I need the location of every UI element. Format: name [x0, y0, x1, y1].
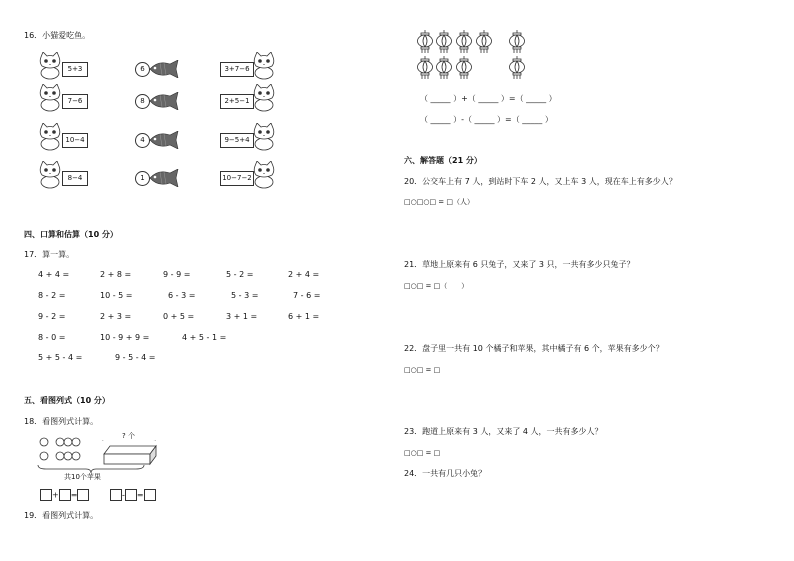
calc-problem: 9 - 2 =	[38, 312, 66, 321]
calc-problem: 3 + 1 =	[226, 312, 258, 321]
right-expression-box: 3+7−6	[220, 62, 254, 77]
calc-problem: 8 - 2 =	[38, 291, 66, 300]
cat-icon	[252, 84, 276, 112]
fish-number: 4	[135, 133, 150, 148]
lantern-icon	[476, 30, 492, 54]
lantern-icon	[436, 56, 452, 80]
calc-problem: 2 + 3 =	[100, 312, 132, 321]
fish-number: 6	[135, 62, 150, 77]
q17-title: 17．算一算。	[24, 250, 75, 259]
lantern-icon	[417, 30, 433, 54]
answer-box[interactable]	[40, 489, 52, 501]
calc-problem: 6 + 1 =	[288, 312, 320, 321]
q24-text: 24．一共有几只小兔？	[404, 469, 487, 478]
q23-answer[interactable]: □○□ = □	[404, 449, 441, 457]
calc-problem: 7 - 6 =	[293, 291, 321, 300]
answer-box[interactable]	[110, 489, 122, 501]
calc-problem: 5 + 5 - 4 =	[38, 353, 83, 362]
calc-problem: 6 - 3 =	[168, 291, 196, 300]
fish-icon	[148, 131, 180, 149]
fish-icon	[148, 92, 180, 110]
fish-number: 8	[135, 94, 150, 109]
fish-icon	[148, 169, 180, 187]
brace-label: 共10个苹果	[64, 473, 101, 481]
section6-title: 六、解答题（21 分）	[404, 156, 482, 165]
left-expression-box: 5+3	[62, 62, 88, 77]
fish-icon	[148, 60, 180, 78]
lantern-icon	[509, 56, 525, 80]
right-expression-box: 10−7−2	[220, 171, 254, 186]
q16-title: 16．小猫爱吃鱼。	[24, 31, 91, 40]
fish-number: 1	[135, 171, 150, 186]
calc-problem: 0 + 5 =	[163, 312, 195, 321]
q23-text: 23．跑道上原来有 3 人，又来了 4 人，一共有多少人？	[404, 427, 603, 436]
lantern-icon	[456, 56, 472, 80]
q18-equation-1: + =	[40, 489, 89, 501]
q21-text: 21．草地上原来有 6 只兔子，又来了 3 只，一共有多少只兔子？	[404, 260, 635, 269]
answer-box[interactable]	[125, 489, 137, 501]
calc-problem: 5 - 2 =	[226, 270, 254, 279]
calc-problem: 5 - 3 =	[231, 291, 259, 300]
q19-title: 19．看图列式计算。	[24, 511, 99, 520]
apples-icon	[38, 434, 86, 466]
calc-problem: 2 + 8 =	[100, 270, 132, 279]
cat-icon	[38, 52, 62, 80]
cat-icon	[38, 84, 62, 112]
q22-answer[interactable]: □○□ = □	[404, 366, 441, 374]
cat-icon	[252, 52, 276, 80]
answer-box[interactable]	[77, 489, 89, 501]
right-expression-box: 2+5−1	[220, 94, 254, 109]
lantern-icon	[417, 56, 433, 80]
cat-icon	[252, 161, 276, 189]
calc-problem: 10 - 9 + 9 =	[100, 333, 150, 342]
left-expression-box: 8−4	[62, 171, 88, 186]
q18-equation-2: - =	[110, 489, 156, 501]
answer-box[interactable]	[144, 489, 156, 501]
cat-icon	[38, 123, 62, 151]
q21-answer[interactable]: □○□ = □（ ）	[404, 282, 469, 290]
q20-text: 20．公交车上有 7 人，到站时下车 2 人，又上车 3 人，现在车上有多少人？	[404, 177, 677, 186]
section5-title: 五、看图列式（10 分）	[24, 396, 110, 405]
lantern-icon	[456, 30, 472, 54]
lantern-icon	[509, 30, 525, 54]
lantern-equation-sub: （ _____ ）-（ _____ ）=（ _____ ）	[420, 115, 553, 124]
left-expression-box: 10−4	[62, 133, 88, 148]
answer-box[interactable]	[59, 489, 71, 501]
q20-answer[interactable]: □○□○□ = □（人）	[404, 198, 474, 206]
right-expression-box: 9−5+4	[220, 133, 254, 148]
lantern-equation-add: （ _____ ）+（ _____ ）=（ _____ ）	[420, 94, 557, 103]
calc-problem: 4 + 4 =	[38, 270, 70, 279]
calc-problem: 9 - 5 - 4 =	[115, 353, 156, 362]
q18-title: 18．看图列式计算。	[24, 417, 99, 426]
calc-problem: 4 + 5 - 1 =	[182, 333, 227, 342]
calc-problem: 8 - 0 =	[38, 333, 66, 342]
q22-text: 22．盘子里一共有 10 个橘子和苹果，其中橘子有 6 个，苹果有多少个？	[404, 344, 664, 353]
calc-problem: 9 - 9 =	[163, 270, 191, 279]
question-mark-label: ? 个	[122, 432, 135, 440]
calc-problem: 10 - 5 =	[100, 291, 133, 300]
cat-icon	[252, 123, 276, 151]
left-expression-box: 7−6	[62, 94, 88, 109]
cat-icon	[38, 161, 62, 189]
lantern-icon	[436, 30, 452, 54]
calc-problem: 2 + 4 =	[288, 270, 320, 279]
section4-title: 四、口算和估算（10 分）	[24, 230, 118, 239]
